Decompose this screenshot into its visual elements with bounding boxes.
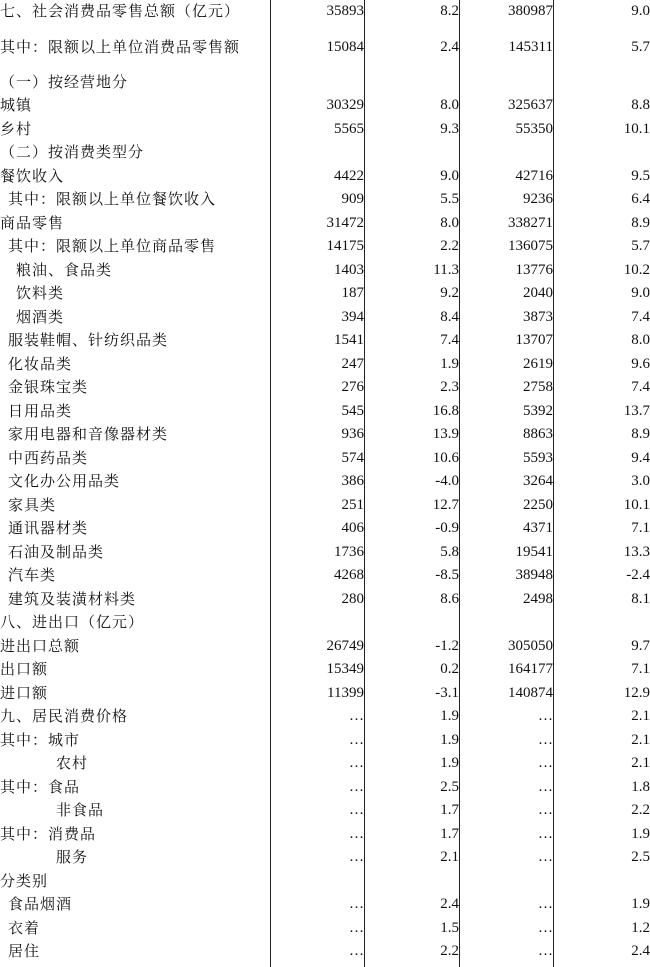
month-growth-rate: 9.0 xyxy=(440,167,459,184)
month-growth-rate: 2.4 xyxy=(440,896,459,913)
month-value: 35893 xyxy=(326,3,364,20)
cumulative-growth-rate: 2.1 xyxy=(631,755,650,772)
month-growth-rate xyxy=(364,141,459,165)
month-value xyxy=(270,611,364,635)
month-growth-rate: 9.2 xyxy=(440,285,459,302)
row-label: 其中：城市 xyxy=(0,730,81,749)
row-label: 家具类 xyxy=(8,495,57,514)
cumulative-value: 3873 xyxy=(523,308,553,325)
row-label-cell xyxy=(0,235,270,259)
cumulative-growth-rate xyxy=(553,71,650,95)
cumulative-growth-rate: 3.0 xyxy=(631,473,650,490)
row-label: （一）按经营地分 xyxy=(0,72,129,91)
row-label: 非食品 xyxy=(56,801,105,820)
row-label-cell xyxy=(0,329,270,353)
cumulative-growth-rate xyxy=(553,611,650,635)
cumulative-growth-rate: 13.3 xyxy=(623,543,650,560)
row-label: （二）按消费类型分 xyxy=(0,143,145,162)
month-growth-rate: -0.9 xyxy=(435,520,459,537)
row-label: 粮油、食品类 xyxy=(16,260,113,279)
cumulative-growth-rate: 2.1 xyxy=(631,731,650,748)
cumulative-growth-rate: 9.6 xyxy=(631,355,650,372)
row-label: 石油及制品类 xyxy=(8,542,105,561)
row-label: 食品烟酒 xyxy=(8,895,73,914)
row-label: 化妆品类 xyxy=(8,354,73,373)
month-value: … xyxy=(349,919,364,936)
cumulative-growth-rate: 2.5 xyxy=(631,849,650,866)
row-label-cell xyxy=(0,658,270,682)
cumulative-growth-rate: 7.4 xyxy=(631,379,650,396)
cumulative-value: … xyxy=(538,919,553,936)
cumulative-value: 136075 xyxy=(508,238,553,255)
month-growth-rate: 2.4 xyxy=(440,38,459,55)
row-label-cell xyxy=(0,71,270,95)
row-label: 烟酒类 xyxy=(16,307,65,326)
month-growth-rate: 16.8 xyxy=(432,402,459,419)
cumulative-value: … xyxy=(538,731,553,748)
month-growth-rate: 1.9 xyxy=(440,355,459,372)
cumulative-growth-rate: 9.5 xyxy=(631,167,650,184)
cumulative-value xyxy=(459,71,553,95)
cumulative-growth-rate: 2.2 xyxy=(631,802,650,819)
row-label-cell xyxy=(0,306,270,330)
cumulative-value: 305050 xyxy=(508,637,553,654)
cumulative-growth-rate: 7.1 xyxy=(631,520,650,537)
row-label: 服装鞋帽、针纺织品类 xyxy=(8,331,169,350)
cumulative-growth-rate xyxy=(553,870,650,894)
cumulative-growth-rate: 5.7 xyxy=(631,238,650,255)
month-value: … xyxy=(349,825,364,842)
month-growth-rate: 0.2 xyxy=(440,661,459,678)
row-label: 农村 xyxy=(56,754,89,773)
cumulative-value: 8863 xyxy=(523,426,553,443)
cumulative-value: 13707 xyxy=(515,332,553,349)
month-value: 574 xyxy=(341,449,364,466)
month-value: … xyxy=(349,778,364,795)
row-label-cell xyxy=(0,752,270,776)
cumulative-growth-rate: 2.4 xyxy=(631,943,650,960)
cumulative-growth-rate: 9.0 xyxy=(631,285,650,302)
month-growth-rate: 2.1 xyxy=(440,849,459,866)
month-value: … xyxy=(349,849,364,866)
row-label-cell xyxy=(0,517,270,541)
month-growth-rate: -1.2 xyxy=(435,637,459,654)
cumulative-value: 2040 xyxy=(523,285,553,302)
month-growth-rate xyxy=(364,611,459,635)
row-label: 衣着 xyxy=(8,918,41,937)
month-growth-rate: 8.4 xyxy=(440,308,459,325)
month-growth-rate: 1.9 xyxy=(440,731,459,748)
row-label: 七、社会消费品零售总额（亿元） xyxy=(0,2,241,21)
row-label: 进口额 xyxy=(0,683,49,702)
cumulative-value: … xyxy=(538,778,553,795)
row-label: 乡村 xyxy=(0,119,33,138)
row-label-cell xyxy=(0,564,270,588)
month-value: … xyxy=(349,755,364,772)
row-label-cell xyxy=(0,376,270,400)
row-label-cell xyxy=(0,259,270,283)
month-growth-rate: 1.7 xyxy=(440,802,459,819)
row-label-cell xyxy=(0,470,270,494)
cumulative-value: 3264 xyxy=(523,473,553,490)
month-growth-rate: 2.3 xyxy=(440,379,459,396)
row-label-cell xyxy=(0,799,270,823)
row-label: 服务 xyxy=(56,848,89,867)
cumulative-growth-rate: 6.4 xyxy=(631,191,650,208)
row-label: 其中：消费品 xyxy=(0,824,97,843)
row-label-cell xyxy=(0,400,270,424)
row-label: 通讯器材类 xyxy=(8,519,89,538)
row-label-cell xyxy=(0,353,270,377)
cumulative-value: 38948 xyxy=(515,567,553,584)
cumulative-growth-rate: 7.1 xyxy=(631,661,650,678)
column-divider xyxy=(459,0,460,967)
cumulative-value: 338271 xyxy=(508,214,553,231)
cumulative-growth-rate: 1.2 xyxy=(631,919,650,936)
cumulative-growth-rate: 1.9 xyxy=(631,825,650,842)
cumulative-value: 4371 xyxy=(523,520,553,537)
cumulative-growth-rate: 12.9 xyxy=(623,684,650,701)
cumulative-value: … xyxy=(538,755,553,772)
row-label-cell xyxy=(0,940,270,964)
row-label-cell xyxy=(0,24,270,71)
row-label-cell xyxy=(0,423,270,447)
month-value: 276 xyxy=(341,379,364,396)
row-label-cell xyxy=(0,165,270,189)
cumulative-value: 325637 xyxy=(508,97,553,114)
column-divider xyxy=(364,0,365,967)
month-growth-rate: 8.0 xyxy=(440,214,459,231)
month-value: 30329 xyxy=(326,97,364,114)
cumulative-growth-rate: 2.1 xyxy=(631,708,650,725)
month-value: 1541 xyxy=(334,332,364,349)
row-label: 家用电器和音像器材类 xyxy=(8,425,169,444)
month-value: 31472 xyxy=(326,214,364,231)
row-label-cell xyxy=(0,776,270,800)
cumulative-growth-rate: 9.7 xyxy=(631,637,650,654)
cumulative-value: 2250 xyxy=(523,496,553,513)
column-divider xyxy=(270,0,271,967)
month-value: 394 xyxy=(341,308,364,325)
cumulative-growth-rate: 13.7 xyxy=(623,402,650,419)
month-value: … xyxy=(349,943,364,960)
month-growth-rate: 1.9 xyxy=(440,755,459,772)
row-label-cell xyxy=(0,893,270,917)
month-growth-rate: 8.2 xyxy=(440,3,459,20)
month-value: 4268 xyxy=(334,567,364,584)
row-label-cell xyxy=(0,588,270,612)
cumulative-value: … xyxy=(538,849,553,866)
row-label: 九、居民消费价格 xyxy=(0,707,129,726)
month-value: 545 xyxy=(341,402,364,419)
month-growth-rate: 8.0 xyxy=(440,97,459,114)
month-value: 11399 xyxy=(327,684,364,701)
row-label-cell xyxy=(0,494,270,518)
month-growth-rate: 11.3 xyxy=(433,261,459,278)
month-value: 386 xyxy=(341,473,364,490)
row-label: 分类别 xyxy=(0,871,49,890)
month-growth-rate: 2.5 xyxy=(440,778,459,795)
row-label: 进出口总额 xyxy=(0,636,81,655)
cumulative-value xyxy=(459,141,553,165)
cumulative-value: 9236 xyxy=(523,191,553,208)
row-label-cell xyxy=(0,282,270,306)
column-divider xyxy=(553,0,554,967)
month-value: 936 xyxy=(341,426,364,443)
row-label-cell xyxy=(0,823,270,847)
month-growth-rate: 1.9 xyxy=(440,708,459,725)
row-label-cell xyxy=(0,188,270,212)
month-growth-rate: -3.1 xyxy=(435,684,459,701)
row-label-cell xyxy=(0,635,270,659)
month-growth-rate xyxy=(364,870,459,894)
row-label-cell xyxy=(0,611,270,635)
month-value: … xyxy=(349,708,364,725)
cumulative-growth-rate: 8.0 xyxy=(631,332,650,349)
row-label-cell xyxy=(0,846,270,870)
row-label: 出口额 xyxy=(0,660,49,679)
cumulative-growth-rate xyxy=(553,141,650,165)
cumulative-value: … xyxy=(538,825,553,842)
row-label-cell xyxy=(0,729,270,753)
month-value: 4422 xyxy=(334,167,364,184)
cumulative-growth-rate: 8.9 xyxy=(631,214,650,231)
month-value xyxy=(270,71,364,95)
month-growth-rate: 1.7 xyxy=(440,825,459,842)
cumulative-growth-rate: 9.0 xyxy=(631,3,650,20)
month-value: 5565 xyxy=(334,120,364,137)
row-label-cell xyxy=(0,917,270,941)
cumulative-value: 2758 xyxy=(523,379,553,396)
month-value: … xyxy=(349,731,364,748)
month-value: 251 xyxy=(341,496,364,513)
cumulative-value: 19541 xyxy=(515,543,553,560)
cumulative-value: 55350 xyxy=(515,120,553,137)
row-label-cell xyxy=(0,94,270,118)
cumulative-value: 2498 xyxy=(523,590,553,607)
cumulative-growth-rate: 8.8 xyxy=(631,97,650,114)
cumulative-value: 5392 xyxy=(523,402,553,419)
row-label-cell xyxy=(0,870,270,894)
row-label: 其中：食品 xyxy=(0,777,81,796)
month-growth-rate: 2.2 xyxy=(440,943,459,960)
month-value: 15349 xyxy=(326,661,364,678)
month-growth-rate: 8.6 xyxy=(440,590,459,607)
cumulative-growth-rate: 1.9 xyxy=(631,896,650,913)
cumulative-value: 380987 xyxy=(508,3,553,20)
cumulative-growth-rate: 10.1 xyxy=(623,496,650,513)
month-growth-rate: 10.6 xyxy=(432,449,459,466)
cumulative-value: … xyxy=(538,708,553,725)
row-label: 文化办公用品类 xyxy=(8,472,121,491)
cumulative-value xyxy=(459,611,553,635)
month-growth-rate: 13.9 xyxy=(432,426,459,443)
cumulative-value: 5593 xyxy=(523,449,553,466)
row-label: 八、进出口（亿元） xyxy=(0,613,145,632)
cumulative-value: 145311 xyxy=(508,38,553,55)
cumulative-value: … xyxy=(538,802,553,819)
cumulative-growth-rate: 7.4 xyxy=(631,308,650,325)
cumulative-growth-rate: 1.8 xyxy=(631,778,650,795)
row-label: 中西药品类 xyxy=(8,448,89,467)
cumulative-value xyxy=(459,870,553,894)
row-label-cell xyxy=(0,0,270,24)
month-value xyxy=(270,141,364,165)
row-label: 建筑及装潢材料类 xyxy=(8,589,137,608)
month-growth-rate: 2.2 xyxy=(440,238,459,255)
month-value: … xyxy=(349,802,364,819)
month-value: 1736 xyxy=(334,543,364,560)
cumulative-value: … xyxy=(538,896,553,913)
row-label: 餐饮收入 xyxy=(0,166,65,185)
row-label: 城镇 xyxy=(0,96,33,115)
row-label-cell xyxy=(0,705,270,729)
month-growth-rate: 5.8 xyxy=(440,543,459,560)
row-label-cell xyxy=(0,447,270,471)
cumulative-growth-rate: 8.9 xyxy=(631,426,650,443)
row-label: 居住 xyxy=(8,942,41,961)
cumulative-growth-rate: 8.1 xyxy=(631,590,650,607)
cumulative-growth-rate: 10.2 xyxy=(623,261,650,278)
month-growth-rate: 9.3 xyxy=(440,120,459,137)
month-growth-rate xyxy=(364,71,459,95)
month-value: 187 xyxy=(341,285,364,302)
month-value: 280 xyxy=(341,590,364,607)
row-label: 商品零售 xyxy=(0,213,65,232)
month-growth-rate: 1.5 xyxy=(440,919,459,936)
row-label-cell xyxy=(0,141,270,165)
month-value: 909 xyxy=(341,191,364,208)
month-value: … xyxy=(349,896,364,913)
row-label: 汽车类 xyxy=(8,566,57,585)
month-value: 26749 xyxy=(326,637,364,654)
row-label-cell xyxy=(0,118,270,142)
cumulative-growth-rate: 10.1 xyxy=(623,120,650,137)
month-growth-rate: 12.7 xyxy=(432,496,459,513)
row-label: 日用品类 xyxy=(8,401,73,420)
cumulative-value: … xyxy=(538,943,553,960)
month-value: 15084 xyxy=(326,38,364,55)
month-value: 14175 xyxy=(326,238,364,255)
row-label: 饮料类 xyxy=(16,284,65,303)
row-label: 金银珠宝类 xyxy=(8,378,89,397)
month-growth-rate: -4.0 xyxy=(435,473,459,490)
cumulative-value: 42716 xyxy=(515,167,553,184)
row-label: 其中：限额以上单位商品零售 xyxy=(8,237,217,256)
month-value: 1403 xyxy=(334,261,364,278)
row-label-cell xyxy=(0,212,270,236)
row-label: 其中：限额以上单位消费品零售额 xyxy=(0,37,241,56)
month-growth-rate: -8.5 xyxy=(435,567,459,584)
cumulative-growth-rate: -2.4 xyxy=(626,567,650,584)
month-value: 406 xyxy=(341,520,364,537)
cumulative-value: 13776 xyxy=(515,261,553,278)
month-growth-rate: 7.4 xyxy=(440,332,459,349)
month-value: 247 xyxy=(341,355,364,372)
month-growth-rate: 5.5 xyxy=(440,191,459,208)
row-label-cell xyxy=(0,541,270,565)
cumulative-value: 2619 xyxy=(523,355,553,372)
cumulative-value: 140874 xyxy=(508,684,553,701)
month-value xyxy=(270,870,364,894)
row-label: 其中：限额以上单位餐饮收入 xyxy=(8,190,217,209)
row-label-cell xyxy=(0,682,270,706)
cumulative-growth-rate: 5.7 xyxy=(631,38,650,55)
cumulative-growth-rate: 9.4 xyxy=(631,449,650,466)
cumulative-value: 164177 xyxy=(508,661,553,678)
